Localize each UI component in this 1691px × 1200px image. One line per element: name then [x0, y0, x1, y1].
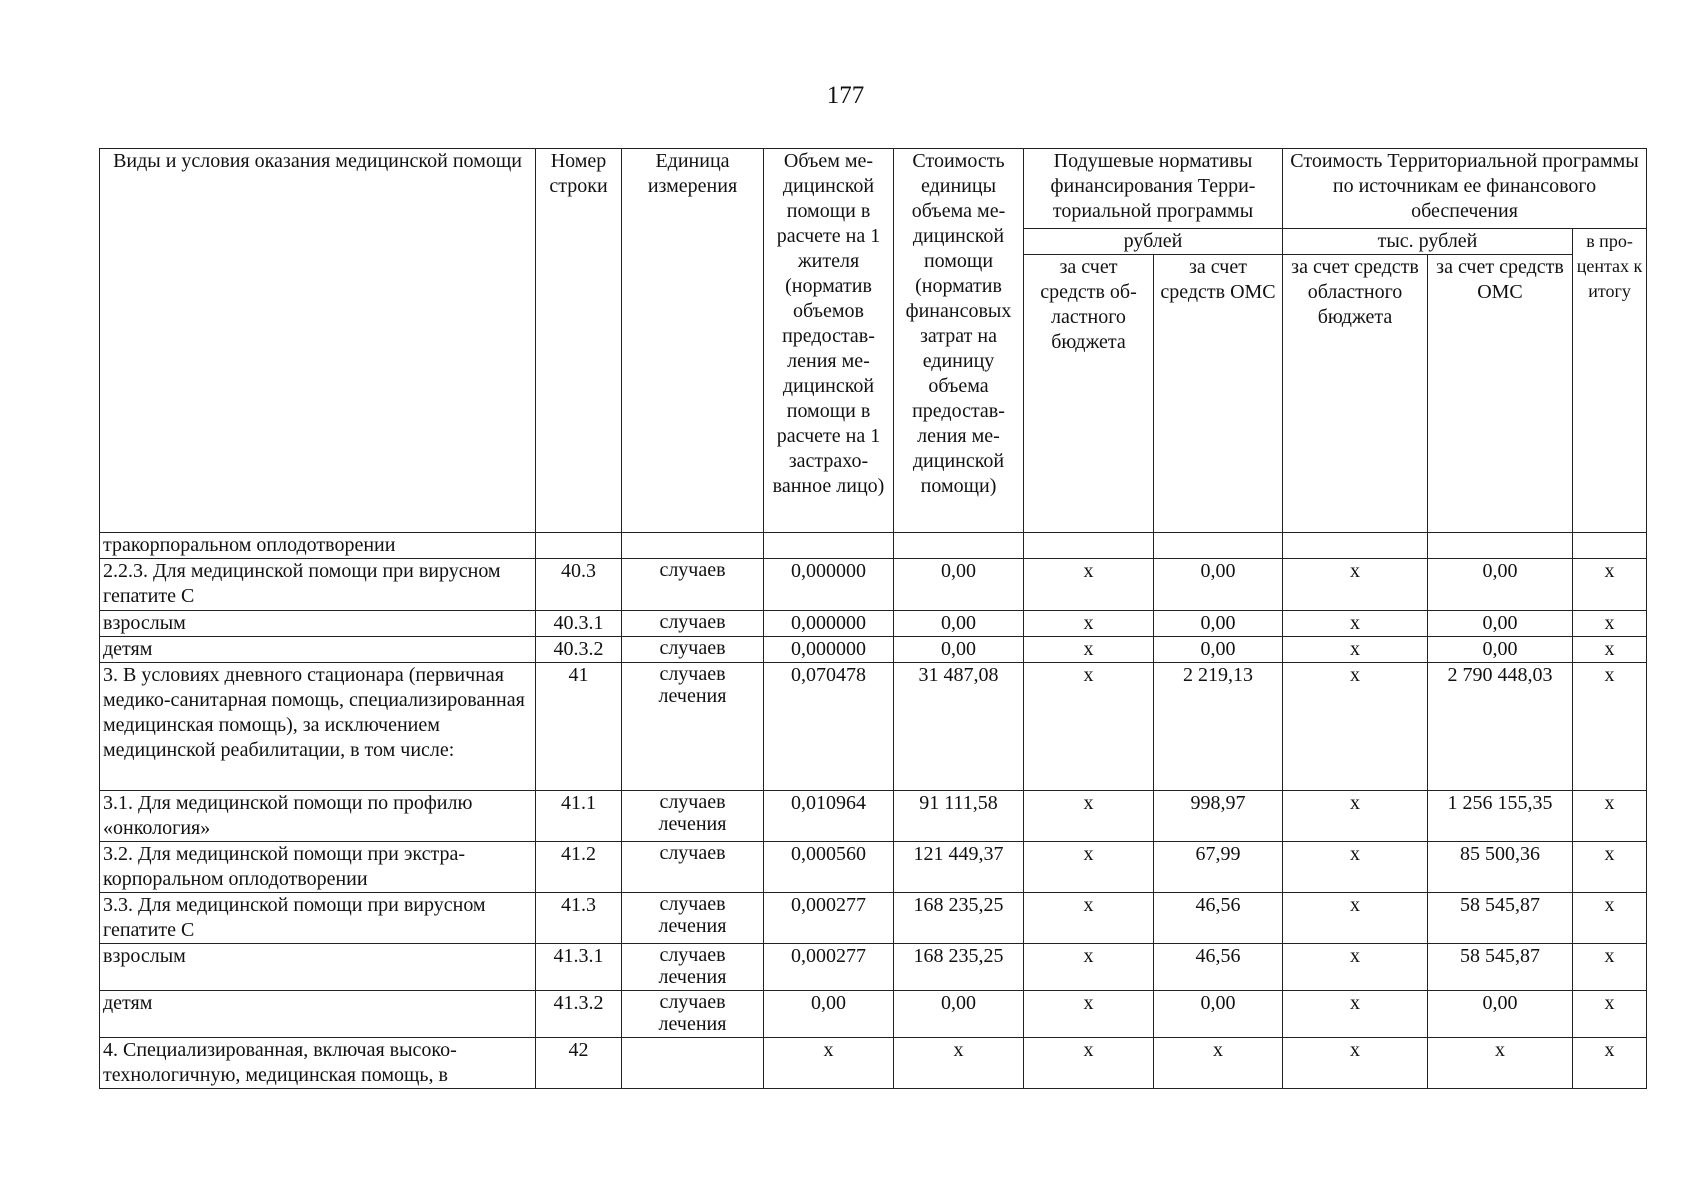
- row-volume: x: [764, 1038, 894, 1089]
- row-volume: 0,00: [764, 991, 894, 1038]
- row-percent: x: [1573, 944, 1647, 991]
- row-volume: 0,000277: [764, 944, 894, 991]
- row-norm-oms: [1154, 533, 1283, 559]
- row-volume: 0,000277: [764, 893, 894, 944]
- page-number: 177: [826, 82, 865, 109]
- row-unit: случаев лечения: [622, 663, 764, 791]
- row-percent: x: [1573, 991, 1647, 1038]
- row-cost-oms: 85 500,36: [1428, 842, 1573, 893]
- row-cost-budget: x: [1283, 944, 1428, 991]
- header-cost-regional-budget: за счет средств областного бюджета: [1283, 255, 1428, 533]
- row-number: 40.3: [536, 559, 622, 611]
- row-cost-budget: x: [1283, 842, 1428, 893]
- header-norms-regional-budget: за счет средств областного бюджета: [1024, 255, 1154, 533]
- row-norm-oms: 0,00: [1154, 991, 1283, 1038]
- row-volume: [764, 533, 894, 559]
- row-volume: 0,010964: [764, 791, 894, 842]
- row-cost-budget: x: [1283, 991, 1428, 1038]
- row-unit: случаев лечения: [622, 893, 764, 944]
- row-name: 3.3. Для медицинской помощи при вирусном гепатите С: [100, 893, 536, 944]
- row-cost-budget: x: [1283, 893, 1428, 944]
- header-per-capita-norms: Подушевые нормативы финансирования Территориальной программы: [1024, 149, 1283, 229]
- row-number: 41.3.2: [536, 991, 622, 1038]
- header-norms-unit: рублей: [1024, 229, 1283, 255]
- row-unit-cost: x: [894, 1038, 1024, 1089]
- row-norm-budget: x: [1024, 611, 1154, 637]
- row-unit-cost: 0,00: [894, 559, 1024, 611]
- row-cost-oms: 0,00: [1428, 559, 1573, 611]
- table-body: [100, 533, 1647, 1089]
- header-norms-oms: за счет средств ОМС: [1154, 255, 1283, 533]
- row-name: 3.1. Для медицинской помощи по профилю «онкология»: [100, 791, 536, 842]
- row-volume: 0,000000: [764, 559, 894, 611]
- table-row: [100, 842, 1647, 893]
- header-volume: Объем медицинской помощи в расчете на 1 жителя (норматив объемов предоставления медицинской помощи в расчете на 1 застрахованное лицо): [764, 149, 894, 533]
- row-unit: случаев лечения: [622, 991, 764, 1038]
- row-name: детям: [100, 991, 536, 1038]
- row-unit-cost: 168 235,25: [894, 944, 1024, 991]
- row-cost-budget: [1283, 533, 1428, 559]
- row-unit-cost: 168 235,25: [894, 893, 1024, 944]
- row-unit: [622, 1038, 764, 1089]
- row-norm-budget: x: [1024, 842, 1154, 893]
- row-percent: [1573, 533, 1647, 559]
- row-unit-cost: 0,00: [894, 991, 1024, 1038]
- row-norm-budget: x: [1024, 637, 1154, 663]
- row-percent: x: [1573, 637, 1647, 663]
- table-row: [100, 1038, 1647, 1089]
- row-cost-budget: x: [1283, 1038, 1428, 1089]
- row-number: 41.3.1: [536, 944, 622, 991]
- row-unit: [622, 533, 764, 559]
- row-name: взрослым: [100, 944, 536, 991]
- row-number: 41: [536, 663, 622, 791]
- row-norm-oms: 0,00: [1154, 559, 1283, 611]
- row-cost-oms: [1428, 533, 1573, 559]
- financing-table: [99, 148, 1647, 1089]
- row-norm-budget: x: [1024, 663, 1154, 791]
- row-cost-budget: x: [1283, 663, 1428, 791]
- row-cost-budget: x: [1283, 611, 1428, 637]
- row-number: 40.3.2: [536, 637, 622, 663]
- row-percent: x: [1573, 791, 1647, 842]
- row-number: 40.3.1: [536, 611, 622, 637]
- row-cost-oms: x: [1428, 1038, 1573, 1089]
- table-row: [100, 533, 1647, 559]
- row-norm-budget: x: [1024, 791, 1154, 842]
- header-unit-cost: Стоимость единицы объема медицинской помощи (норматив финансовых затрат на единицу объема предоставления медицинской помощи): [894, 149, 1024, 533]
- row-unit: случаев лечения: [622, 944, 764, 991]
- row-unit-cost: 121 449,37: [894, 842, 1024, 893]
- row-norm-oms: 0,00: [1154, 611, 1283, 637]
- row-volume: 0,000560: [764, 842, 894, 893]
- row-unit-cost: [894, 533, 1024, 559]
- row-cost-budget: x: [1283, 637, 1428, 663]
- row-norm-budget: x: [1024, 1038, 1154, 1089]
- row-unit: случаев: [622, 559, 764, 611]
- row-number: 41.1: [536, 791, 622, 842]
- row-cost-oms: 2 790 448,03: [1428, 663, 1573, 791]
- row-norm-budget: [1024, 533, 1154, 559]
- row-norm-oms: 2 219,13: [1154, 663, 1283, 791]
- row-norm-oms: x: [1154, 1038, 1283, 1089]
- row-norm-budget: x: [1024, 944, 1154, 991]
- row-unit: случаев лечения: [622, 791, 764, 842]
- row-norm-oms: 998,97: [1154, 791, 1283, 842]
- row-cost-budget: x: [1283, 791, 1428, 842]
- row-norm-budget: x: [1024, 991, 1154, 1038]
- row-cost-oms: 0,00: [1428, 637, 1573, 663]
- header-cost-oms: за счет средств ОМС: [1428, 255, 1573, 533]
- table-row: [100, 944, 1647, 991]
- row-number: 42: [536, 1038, 622, 1089]
- row-name: детям: [100, 637, 536, 663]
- row-number: 41.2: [536, 842, 622, 893]
- header-percent: в процентах к итогу: [1573, 229, 1647, 533]
- row-name: 3.2. Для медицинской помощи при экстракорпоральном оплодотворении: [100, 842, 536, 893]
- row-name: 2.2.3. Для медицинской помощи при вирусном гепатите С: [100, 559, 536, 611]
- row-volume: 0,070478: [764, 663, 894, 791]
- table-row: [100, 663, 1647, 791]
- row-cost-oms: 0,00: [1428, 991, 1573, 1038]
- row-norm-oms: 46,56: [1154, 893, 1283, 944]
- row-percent: x: [1573, 559, 1647, 611]
- row-number: 41.3: [536, 893, 622, 944]
- table-row: [100, 611, 1647, 637]
- table-row: [100, 559, 1647, 611]
- table-row: [100, 637, 1647, 663]
- row-cost-oms: 0,00: [1428, 611, 1573, 637]
- row-norm-budget: x: [1024, 893, 1154, 944]
- row-cost-budget: x: [1283, 559, 1428, 611]
- header-program-cost: Стоимость Территориальной программы по источникам ее финансового обеспечения: [1283, 149, 1647, 229]
- row-unit-cost: 0,00: [894, 611, 1024, 637]
- row-norm-budget: x: [1024, 559, 1154, 611]
- header-unit: Единица измерения: [622, 149, 764, 533]
- row-cost-oms: 58 545,87: [1428, 944, 1573, 991]
- header-row-number: Номер строки: [536, 149, 622, 533]
- row-percent: x: [1573, 663, 1647, 791]
- row-percent: x: [1573, 893, 1647, 944]
- row-unit-cost: 0,00: [894, 637, 1024, 663]
- row-cost-oms: 1 256 155,35: [1428, 791, 1573, 842]
- row-volume: 0,000000: [764, 637, 894, 663]
- row-volume: 0,000000: [764, 611, 894, 637]
- row-unit-cost: 31 487,08: [894, 663, 1024, 791]
- row-percent: x: [1573, 842, 1647, 893]
- row-unit: случаев: [622, 842, 764, 893]
- table-row: [100, 893, 1647, 944]
- row-number: [536, 533, 622, 559]
- row-percent: x: [1573, 1038, 1647, 1089]
- row-cost-oms: 58 545,87: [1428, 893, 1573, 944]
- table-row: [100, 991, 1647, 1038]
- row-name: 3. В условиях дневного стационара (первичная медико-санитарная помощь, специализированная медицинская помощь), за исключением медицинской реабилитации, в том числе:: [100, 663, 536, 791]
- row-norm-oms: 67,99: [1154, 842, 1283, 893]
- row-norm-oms: 46,56: [1154, 944, 1283, 991]
- row-name: тракорпоральном оплодотворении: [100, 533, 536, 559]
- row-unit: случаев: [622, 611, 764, 637]
- row-unit-cost: 91 111,58: [894, 791, 1024, 842]
- row-norm-oms: 0,00: [1154, 637, 1283, 663]
- row-name: 4. Специализированная, включая высокотехнологичную, медицинская помощь, в: [100, 1038, 536, 1089]
- row-percent: x: [1573, 611, 1647, 637]
- header-name: Виды и условия оказания медицинской помощи: [100, 149, 536, 533]
- row-name: взрослым: [100, 611, 536, 637]
- table-row: [100, 791, 1647, 842]
- header-cost-unit: тыс. рублей: [1283, 229, 1573, 255]
- row-unit: случаев: [622, 637, 764, 663]
